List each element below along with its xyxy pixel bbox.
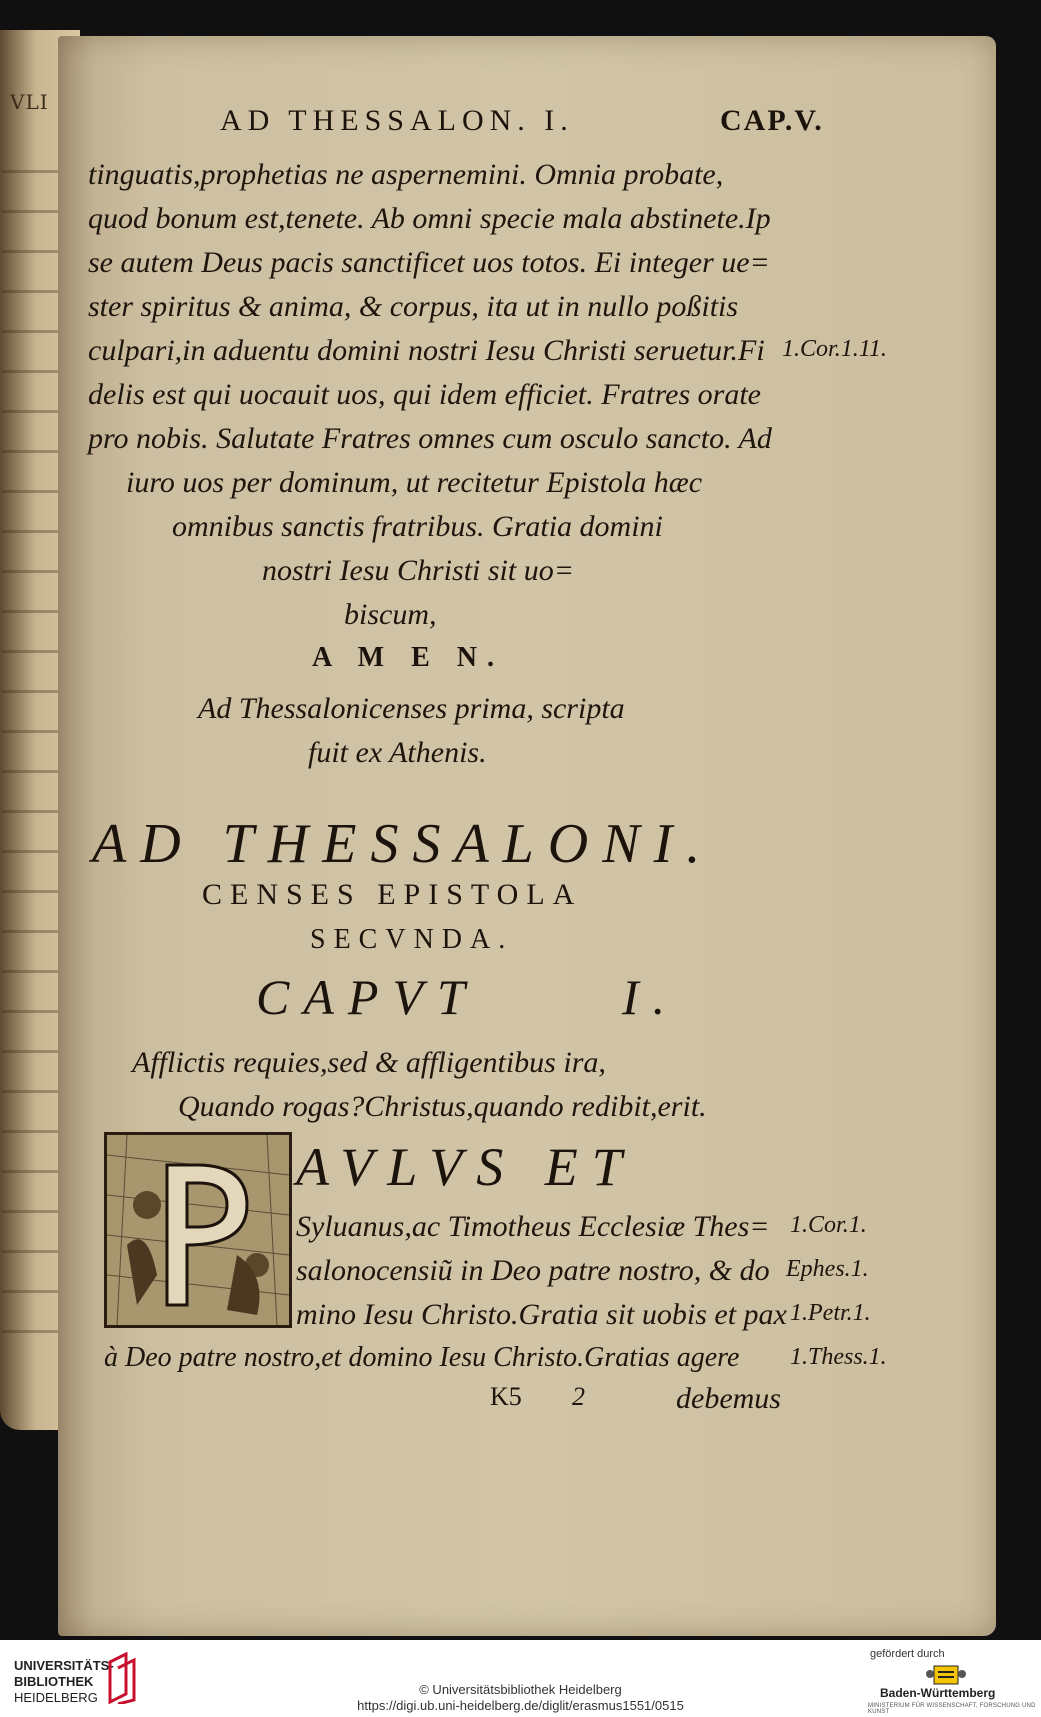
text-line: omnibus sanctis fratribus. Gratia domini: [172, 510, 663, 543]
state-name: Baden-Württemberg: [880, 1686, 996, 1700]
text-line: nostri Iesu Christi sit uo=: [262, 554, 574, 587]
woodcut-initial-p: [104, 1132, 292, 1328]
text-line: salonocensiũ in Deo patre nostro, & do: [296, 1254, 770, 1287]
text-line: iuro uos per dominum, ut recitetur Epistola hæc: [126, 466, 703, 499]
facing-page-running-head: VLI: [10, 90, 49, 114]
library-name-line: BIBLIOTHEK: [14, 1674, 94, 1689]
chapter-number: I.: [622, 969, 680, 1025]
text-line: culpari,in aduentu domini nostri Iesu Christi seruetur.Fi: [88, 334, 765, 367]
chapter-heading: CAPVT: [256, 969, 479, 1025]
colophon-line: fuit ex Athenis.: [308, 736, 487, 769]
text-line: à Deo patre nostro,et domino Iesu Christo.Gratias agere: [104, 1342, 740, 1373]
summary-line: Afflictis requies,sed & affligentibus ira,: [132, 1046, 606, 1079]
signature-number: 2: [572, 1382, 585, 1411]
margin-note: 1.Thess.1.: [790, 1344, 887, 1370]
text-line: ster spiritus & anima, & corpus, ita ut in nullo poßitis: [88, 290, 739, 323]
library-name-line: HEIDELBERG: [14, 1690, 98, 1705]
text-line: tinguatis,prophetias ne aspernemini. Omnia probate,: [88, 158, 724, 191]
running-head: [220, 104, 860, 138]
margin-note: Ephes.1.: [786, 1256, 869, 1282]
margin-note: 1.Cor.1.: [790, 1212, 867, 1238]
running-head-title: AD THESSALON. I.: [220, 104, 574, 137]
catchword: debemus: [676, 1382, 781, 1415]
footer-bar: [0, 1640, 1041, 1717]
ministry-name: MINISTERIUM FÜR WISSENSCHAFT, FORSCHUNG UND KUNST: [868, 1703, 1036, 1715]
epistle-subtitle: SECVNDA.: [310, 924, 514, 955]
text-line: delis est qui uocauit uos, qui idem efficiet. Fratres orate: [88, 378, 761, 411]
text-line: Syluanus,ac Timotheus Ecclesiæ Thes=: [296, 1210, 770, 1243]
signature-mark: K5: [490, 1382, 522, 1411]
summary-line: Quando rogas?Christus,quando redibit,erit.: [178, 1090, 707, 1123]
margin-note: 1.Cor.1.11.: [782, 336, 887, 362]
opening-word: AVLVS ET: [296, 1137, 636, 1197]
colophon-line: Ad Thessalonicenses prima, scripta: [198, 692, 625, 725]
funded-by-label: gefördert durch: [870, 1648, 945, 1660]
text-line: biscum,: [344, 598, 437, 631]
running-head-chapter: CAP.V.: [720, 104, 824, 137]
library-name-line: UNIVERSITÄTS-: [14, 1658, 114, 1673]
copyright-notice: © Universitätsbibliothek Heidelberg: [419, 1682, 622, 1697]
text-line: pro nobis. Salutate Fratres omnes cum osculo sancto. Ad: [88, 422, 772, 455]
text-line: mino Iesu Christo.Gratia sit uobis et pax: [296, 1298, 787, 1331]
text-line: quod bonum est,tenete. Ab omni specie mala abstinete.Ip: [88, 202, 771, 235]
epistle-title: AD THESSALONI.: [92, 813, 715, 875]
epistle-subtitle: CENSES EPISTOLA: [202, 878, 583, 911]
permalink-url[interactable]: https://digi.ub.uni-heidelberg.de/diglit/erasmus1551/0515: [357, 1698, 684, 1713]
text-line: se autem Deus pacis sanctificet uos totos. Ei integer ue=: [88, 246, 770, 279]
state-crest-icon: [926, 1662, 966, 1686]
woodcut-initial-graphic: [107, 1135, 289, 1325]
amen: A M E N.: [312, 642, 504, 673]
margin-note: 1.Petr.1.: [790, 1300, 871, 1326]
